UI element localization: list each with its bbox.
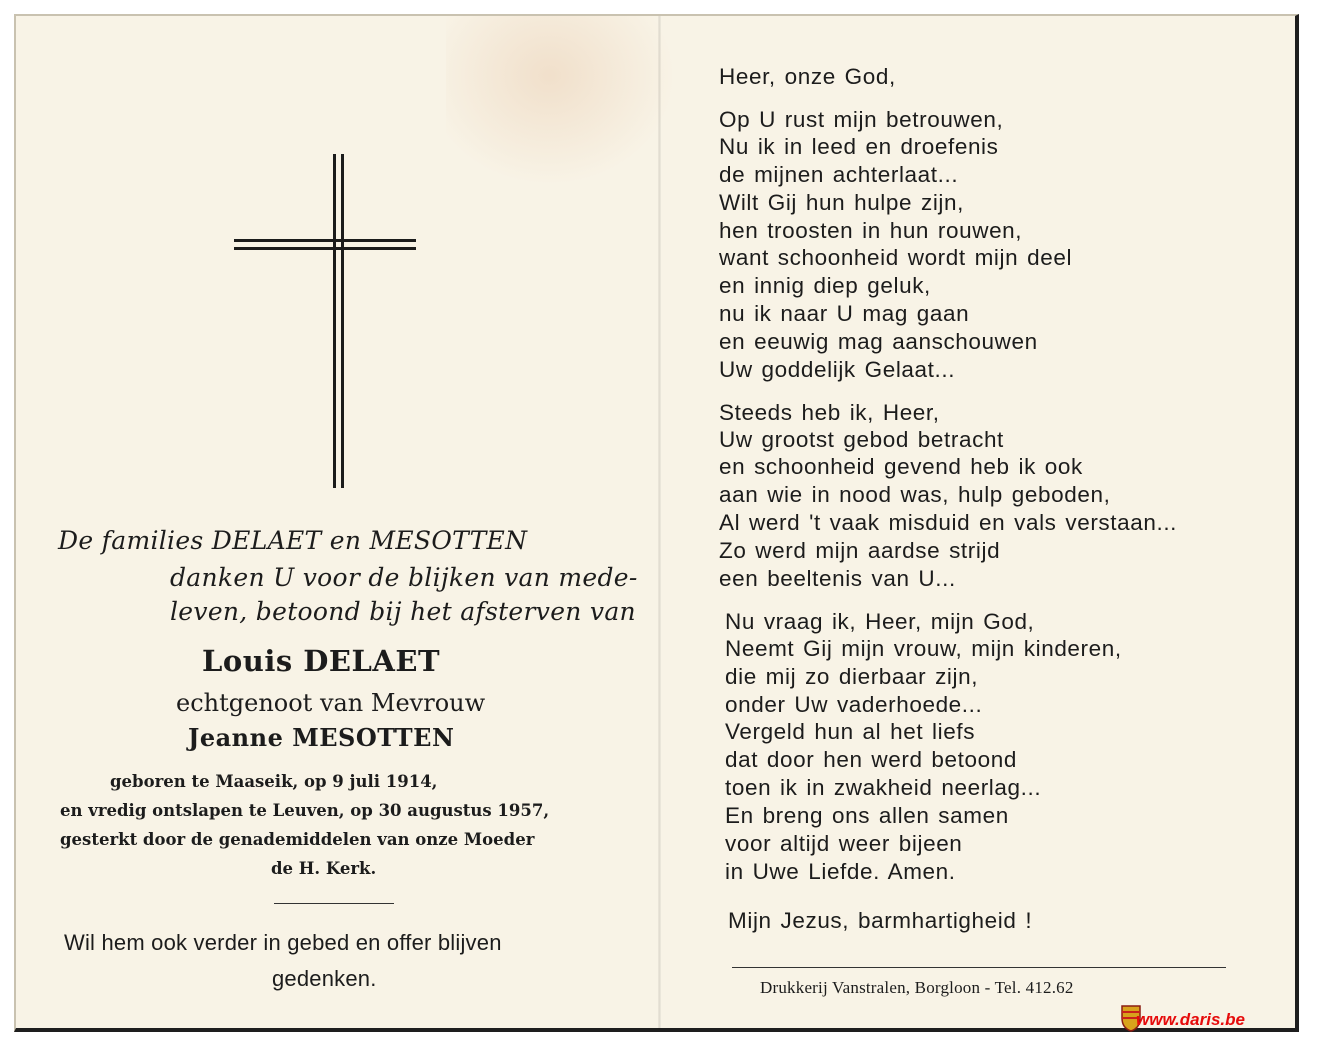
prayer-request-line-1: Wil hem ook verder in gebed en offer blijven — [64, 930, 502, 955]
poem-line: Op U rust mijn betrouwen, — [719, 107, 1004, 132]
memorial-card — [14, 14, 1299, 1032]
church-line: de H. Kerk. — [271, 859, 377, 878]
prayer-request-line-2: gedenken. — [272, 966, 377, 991]
poem-line: Steeds heb ik, Heer, — [719, 400, 940, 425]
death-line: en vredig ontslapen te Leuven, op 30 augustus 1957, — [60, 801, 550, 820]
poem-line: onder Uw vaderhoede... — [725, 692, 983, 717]
printer-divider — [732, 967, 1226, 968]
poem-line: Al werd 't vaak misduid en vals verstaan... — [719, 510, 1178, 535]
poem-line: Nu ik in leed en droefenis — [719, 134, 999, 159]
card-fold — [658, 16, 661, 1028]
poem-line: hen troosten in hun rouwen, — [719, 218, 1023, 243]
poem-line: voor altijd weer bijeen — [725, 831, 963, 856]
families-line-3: leven, betoond bij het afsterven van — [170, 597, 636, 626]
poem-line: een beeltenis van U... — [719, 566, 956, 591]
poem-line: en innig diep geluk, — [719, 273, 931, 298]
families-line-1: De families DELAET en MESOTTEN — [58, 526, 528, 555]
poem-line: want schoonheid wordt mijn deel — [719, 245, 1073, 270]
birth-line: geboren te Maaseik, op 9 juli 1914, — [110, 772, 438, 791]
poem-line: Neemt Gij mijn vrouw, mijn kinderen, — [725, 636, 1122, 661]
watermark-url[interactable]: www.daris.be — [1136, 1010, 1245, 1029]
poem-closing: Mijn Jezus, barmhartigheid ! — [728, 908, 1033, 933]
poem-line: En breng ons allen samen — [725, 803, 1009, 828]
poem-line: Nu vraag ik, Heer, mijn God, — [725, 609, 1035, 634]
poem-line: die mij zo dierbaar zijn, — [725, 664, 979, 689]
printer-line: Drukkerij Vanstralen, Borgloon - Tel. 412.62 — [760, 978, 1074, 997]
poem-line: Uw goddelijk Gelaat... — [719, 357, 956, 382]
poem-line: en eeuwig mag aanschouwen — [719, 329, 1038, 354]
sacraments-line: gesterkt door de genademiddelen van onze Moeder — [60, 830, 535, 849]
poem-line: in Uwe Liefde. Amen. — [725, 859, 956, 884]
poem-line: aan wie in nood was, hulp geboden, — [719, 482, 1111, 507]
spouse-name: Jeanne MESOTTEN — [188, 723, 455, 752]
poem-line: Uw grootst gebod betracht — [719, 427, 1004, 452]
divider — [274, 903, 394, 904]
poem-line: Heer, onze God, — [719, 64, 896, 89]
families-line-2: danken U voor de blijken van mede- — [170, 563, 638, 592]
poem-line: Zo werd mijn aardse strijd — [719, 538, 1001, 563]
deceased-name: Louis DELAET — [202, 644, 441, 678]
poem-line: dat door hen werd betoond — [725, 747, 1017, 772]
poem-line: Vergeld hun al het liefs — [725, 719, 976, 744]
spouse-intro: echtgenoot van Mevrouw — [176, 689, 486, 717]
poem-line: toen ik in zwakheid neerlag... — [725, 775, 1042, 800]
poem-line: de mijnen achterlaat... — [719, 162, 959, 187]
poem-line: Wilt Gij hun hulpe zijn, — [719, 190, 964, 215]
poem-line: nu ik naar U mag gaan — [719, 301, 970, 326]
paper-stain — [446, 16, 676, 186]
poem-line: en schoonheid gevend heb ik ook — [719, 454, 1083, 479]
